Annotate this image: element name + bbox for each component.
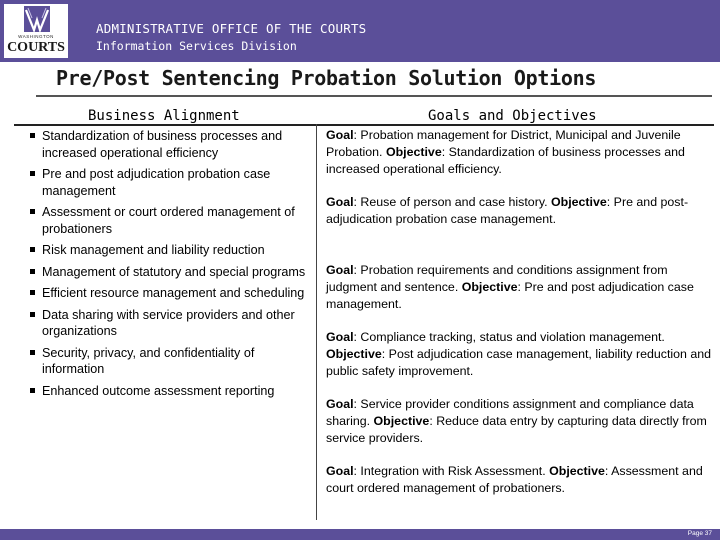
logo-state-text: WASHINGTON — [18, 34, 54, 39]
list-item — [30, 264, 314, 281]
list-item — [30, 204, 314, 237]
objective-label: Objective — [461, 279, 518, 294]
business-alignment-list — [30, 128, 314, 404]
goal-text: : Service provider conditions assignment and compliance data sharing. — [326, 397, 694, 428]
goal-text: : Probation requirements and conditions assignment from judgment and sentence. — [326, 263, 668, 294]
objective-text: : Assessment and court ordered management of probationers. — [326, 464, 703, 495]
list-item-text: Pre and post adjudication probation case management — [42, 167, 271, 198]
list-item — [30, 128, 314, 161]
header-bar — [0, 0, 720, 62]
list-item — [30, 242, 314, 259]
square-bullet-icon — [30, 388, 35, 393]
goal-text: : Integration with Risk Assessment. — [353, 464, 550, 478]
square-bullet-icon — [30, 209, 35, 214]
list-item-text: Standardization of business processes and increased operational efficiency — [42, 129, 283, 160]
list-item-text: Security, privacy, and confidentiality of information — [42, 345, 255, 376]
goal-label: Goal — [326, 263, 354, 277]
list-item-text: Efficient resource management and scheduling — [42, 286, 305, 300]
goals-objectives-heading: Goals and Objectives — [428, 108, 597, 124]
goal-label: Goal — [326, 397, 354, 411]
goal-block — [326, 463, 714, 497]
objective-text: : Reduce data entry by capturing data directly from service providers. — [326, 413, 707, 445]
goal-label: Goal — [326, 464, 354, 478]
goal-label: Goal — [326, 195, 354, 209]
list-item-text: Data sharing with service providers and other organizations — [42, 307, 295, 338]
title-divider — [36, 95, 712, 97]
org-subtitle: Information Services Division — [96, 39, 297, 53]
list-item-text: Risk management and liability reduction — [42, 243, 265, 257]
logo-courts-text: COURTS — [7, 40, 65, 55]
square-bullet-icon — [30, 247, 35, 252]
business-alignment-heading: Business Alignment — [88, 108, 240, 124]
goal-label: Goal — [326, 128, 354, 142]
square-bullet-icon — [30, 312, 35, 317]
square-bullet-icon — [30, 171, 35, 176]
square-bullet-icon — [30, 269, 35, 274]
list-item — [30, 383, 314, 400]
objective-label: Objective — [551, 195, 607, 209]
list-item — [30, 285, 314, 302]
list-item — [30, 307, 314, 340]
column-divider — [316, 124, 317, 520]
goal-text: : Reuse of person and case history. — [353, 195, 551, 209]
org-title: ADMINISTRATIVE OFFICE OF THE COURTS — [96, 21, 367, 36]
list-item-text: Assessment or court ordered management of probationers — [42, 205, 295, 236]
goal-block — [326, 262, 714, 312]
objective-label: Objective — [326, 346, 382, 361]
list-item — [30, 345, 314, 378]
page-title: Pre/Post Sentencing Probation Solution Options — [56, 66, 597, 90]
objective-label: Objective — [373, 413, 430, 428]
square-bullet-icon — [30, 350, 35, 355]
objective-text: : Pre and post adjudication case management. — [326, 279, 694, 311]
goal-block — [326, 396, 714, 446]
page-number: Page 37 — [687, 530, 712, 537]
square-bullet-icon — [30, 133, 35, 138]
list-item-text: Enhanced outcome assessment reporting — [42, 383, 275, 398]
goal-block — [326, 194, 714, 228]
goal-text: : Compliance tracking, status and violation management. — [353, 330, 665, 344]
goal-text: : Probation management for District, Municipal and Juvenile Probation. — [326, 128, 681, 159]
square-bullet-icon — [30, 290, 35, 295]
heading-divider — [14, 124, 714, 126]
goal-block — [326, 329, 714, 379]
list-item — [30, 166, 314, 199]
list-item-text: Management of statutory and special programs — [42, 264, 306, 279]
washington-courts-logo — [4, 4, 68, 58]
objective-text: : Standardization of business processes and increased operational efficiency. — [326, 144, 685, 176]
goal-block — [326, 127, 714, 177]
footer-bar — [0, 529, 720, 540]
goal-label: Goal — [326, 330, 354, 344]
objective-label: Objective — [385, 144, 442, 159]
objective-text: : Post adjudication case management, liability reduction and public safety improvement. — [326, 346, 712, 378]
objective-label: Objective — [549, 464, 605, 478]
objective-text: : Pre and post-adjudication probation case management. — [326, 195, 689, 226]
